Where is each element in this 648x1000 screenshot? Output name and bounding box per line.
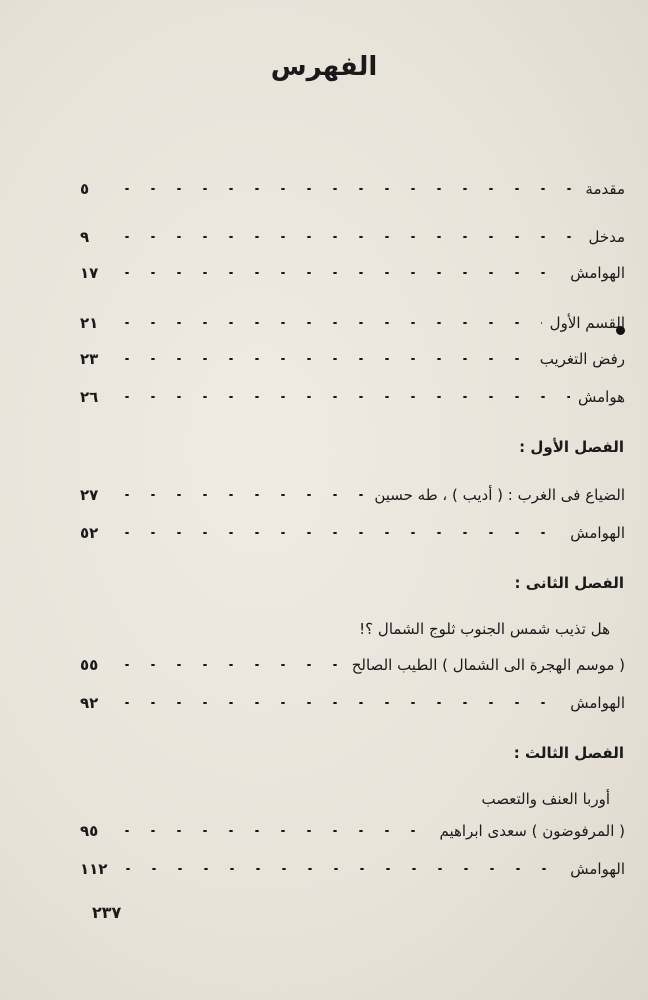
leader-dots [114, 236, 580, 238]
toc-entry-label: هوامش [578, 388, 625, 406]
toc-entry-page: ٩٢ [80, 694, 99, 712]
toc-entry-label: الهوامش [570, 524, 625, 542]
toc-entry [80, 222, 625, 252]
toc-entry [80, 174, 625, 204]
toc-entry [80, 480, 625, 510]
chapter-heading: الفصل الأول : [519, 438, 624, 456]
leader-dots [114, 664, 344, 666]
chapter-subtitle: هل تذيب شمس الجنوب ثلوج الشمال ؟! [359, 620, 610, 638]
toc-entry-page: ٩ [80, 228, 90, 246]
leader-dots [114, 494, 366, 496]
toc-entry-label: الهوامش [570, 860, 625, 878]
toc-entry-page: ٥ [80, 180, 90, 198]
leader-dots [114, 396, 570, 398]
toc-entry-page: ٥٢ [80, 524, 99, 542]
toc-entry-label: القسم الأول [549, 314, 625, 332]
page-title: الفهرس [270, 52, 378, 82]
toc-entry-label: مدخل [588, 228, 625, 246]
leader-dots [114, 358, 532, 360]
toc-entry-page: ٢٣ [80, 350, 99, 368]
toc-entry-label: رفض التغريب [539, 350, 625, 368]
toc-entry [80, 308, 625, 338]
toc-entry-page: ٢٦ [80, 388, 99, 406]
toc-entry [80, 816, 625, 846]
toc-entry-page: ٢٧ [80, 486, 99, 504]
page-number: ٢٣٧ [92, 903, 122, 922]
leader-dots [114, 322, 542, 324]
toc-entry [80, 258, 625, 288]
leader-dots [115, 868, 562, 870]
toc-entry [80, 344, 625, 374]
toc-entry [80, 854, 625, 884]
chapter-heading: الفصل الثانى : [514, 574, 624, 592]
toc-entry-label: الهوامش [570, 694, 625, 712]
chapter-subtitle: أوربا العنف والتعصب [481, 790, 610, 808]
toc-entry-page: ٩٥ [80, 822, 99, 840]
toc-entry-page: ٢١ [80, 314, 99, 332]
toc-entry-page: ٥٥ [80, 656, 99, 674]
toc-entry [80, 518, 625, 548]
toc-entry-label: ( المرفوضون ) سعدى ابراهيم [439, 822, 625, 840]
toc-entry [80, 382, 625, 412]
leader-dots [114, 188, 577, 190]
toc-entry [80, 688, 625, 718]
chapter-heading: الفصل الثالث : [513, 744, 624, 762]
toc-entry-label: الضياع فى الغرب : ( أديب ) ، طه حسين [374, 486, 625, 504]
leader-dots [114, 272, 562, 274]
leader-dots [114, 532, 562, 534]
leader-dots [114, 830, 431, 832]
toc-entry-label: الهوامش [570, 264, 625, 282]
toc-entry-page: ١٧ [80, 264, 99, 282]
toc-entry [80, 650, 625, 680]
leader-dots [114, 702, 562, 704]
toc-entry-label: مقدمة [585, 180, 625, 198]
toc-entry-label: ( موسم الهجرة الى الشمال ) الطيب الصالح [351, 656, 625, 674]
toc-entry-page: ١١٢ [80, 860, 108, 878]
